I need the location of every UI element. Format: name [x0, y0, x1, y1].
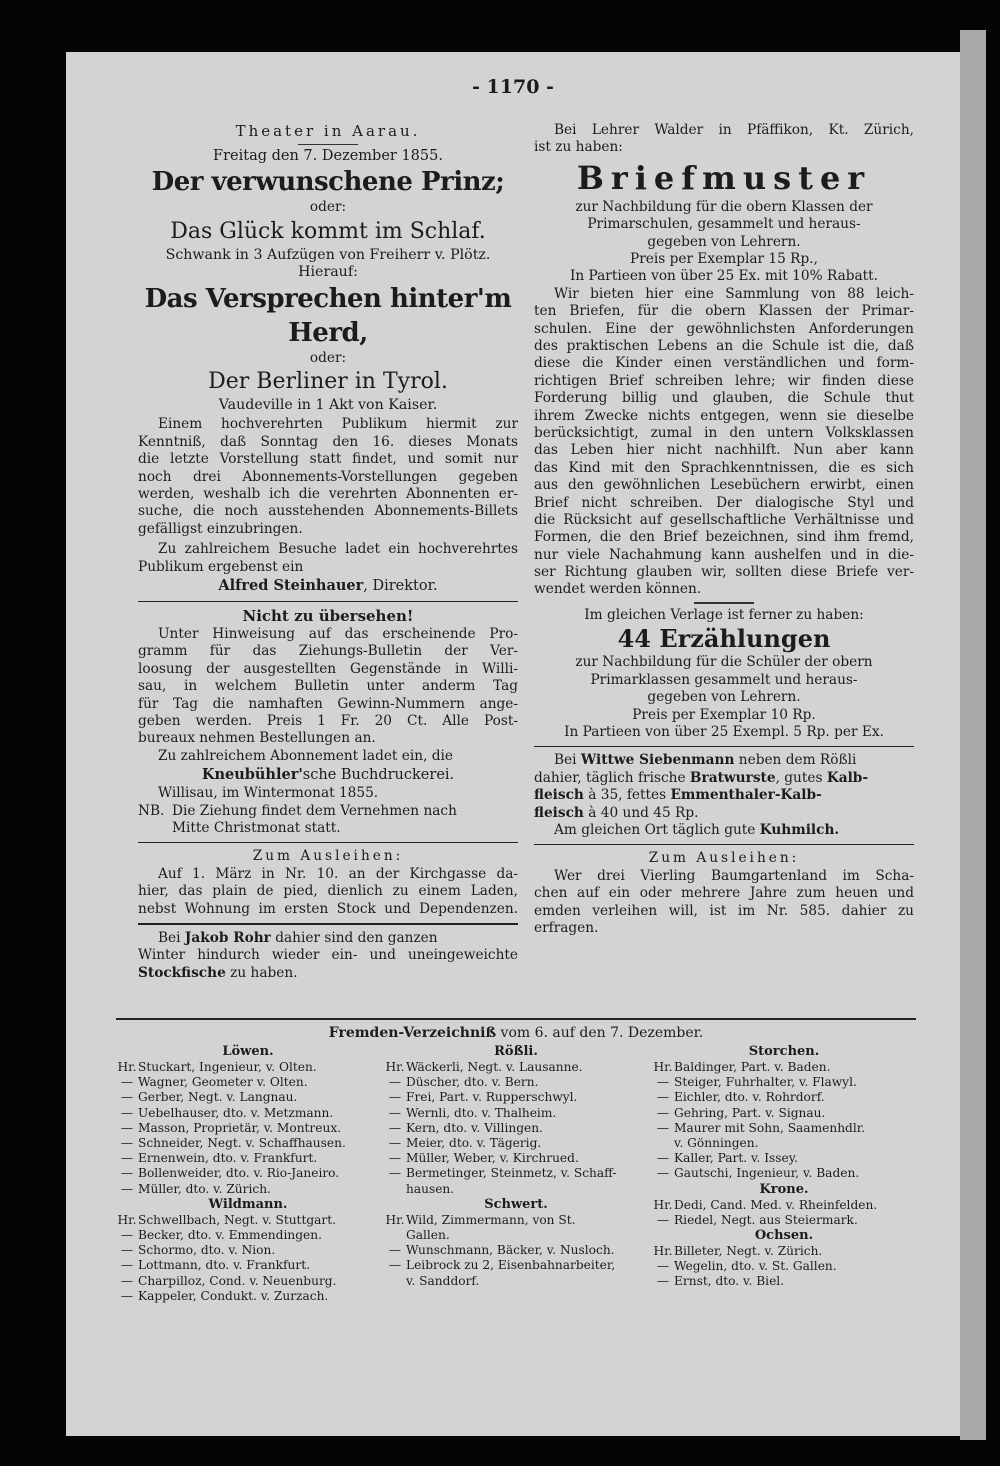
guest-entry: [384, 1060, 648, 1075]
play2-desc: Vaudeville in 1 Akt von Kaiser.: [218, 397, 438, 414]
guest-text: Gehring, Part. v. Signau.: [674, 1105, 826, 1120]
brief-line: schulen. Eine der gewöhnlichsten Anforderungen: [534, 320, 914, 337]
hotel-name: Storchen.: [748, 1044, 820, 1059]
lease-line: Auf 1. März in Nr. 10. an der Kirchgasse da-: [158, 865, 518, 882]
right-column: [534, 122, 914, 937]
registry-column: [652, 1044, 916, 1304]
divider: [534, 844, 914, 845]
brief-intro: Bei Lehrer Walder in Pfäffikon, Kt. Zürich,: [554, 122, 914, 138]
notice-line: geben werden. Preis 1 Fr. 20 Ct. Alle Post-: [138, 712, 518, 729]
stories-intro: Im gleichen Verlage ist ferner zu haben:: [584, 606, 864, 623]
play1-subtitle: Das Glück kommt im Schlaf.: [170, 218, 486, 244]
brief-line: das Leben hier nicht nachhilft. Nun aber kann: [534, 442, 914, 459]
guest-entry: [384, 1151, 648, 1166]
guest-entry: [384, 1243, 648, 1258]
stories-desc: Primarklassen gesammelt und heraus-: [590, 671, 858, 688]
brief-bulk: In Partieen von über 25 Ex. mit 10% Rabatt.: [569, 268, 879, 285]
brief-intro: ist zu haben:: [534, 139, 623, 156]
fish-line-1: [138, 930, 518, 947]
guest-text: Schormo, dto. v. Nion.: [138, 1243, 276, 1258]
guest-entry: [116, 1258, 380, 1273]
guest-entry: [116, 1121, 380, 1136]
guest-text: Meier, dto. v. Tägerig.: [406, 1136, 542, 1151]
sausage-l3-mid: à 35, fettes: [588, 787, 667, 804]
registry-column: [116, 1044, 380, 1304]
guest-entry: [652, 1274, 916, 1289]
guest-entry: [116, 1274, 380, 1289]
guest-entry: [652, 1075, 916, 1090]
guest-entry: [384, 1136, 648, 1151]
divider: [534, 746, 914, 747]
play2-title: Das Versprechen hinter'm Herd,: [144, 283, 512, 348]
guest-text: Wegelin, dto. v. St. Gallen.: [674, 1259, 837, 1274]
hotel-name: Wildmann.: [208, 1196, 288, 1212]
lease-notice: [138, 848, 518, 918]
divider: [138, 842, 518, 843]
garden-heading: Zum Ausleihen:: [648, 850, 800, 867]
guest-text: Lottmann, dto. v. Frankfurt.: [138, 1258, 310, 1273]
sausage-item-4: Kuhmilch.: [759, 821, 840, 838]
sausage-bei: Bei: [554, 752, 577, 769]
guest-prefix: —: [388, 1120, 402, 1135]
guest-text: Uebelhauser, dto. v. Metzmann.: [138, 1105, 334, 1120]
divider: [138, 923, 518, 925]
guest-prefix: —: [388, 1136, 402, 1151]
guest-prefix: —: [120, 1090, 134, 1105]
guest-text: Maurer mit Sohn, Saamenhdlr.: [674, 1120, 866, 1135]
newspaper-page: [66, 52, 960, 1436]
printer-rest: sche Buchdruckerei.: [302, 767, 455, 784]
registry-title-rest: vom 6. auf den 7. Dezember.: [500, 1025, 704, 1041]
guest-prefix: Hr.: [385, 1060, 405, 1074]
play1-desc: Schwank in 3 Aufzügen von Freiherr v. Plötz.: [165, 246, 491, 263]
guest-text: Müller, dto. v. Zürich.: [138, 1181, 271, 1196]
guest-text: Stuckart, Ingenieur, v. Olten.: [138, 1060, 317, 1074]
brief-line: das Kind mit den Sprachkenntnissen, die es sich: [534, 459, 914, 476]
page-number: - 1170 -: [472, 76, 554, 98]
theater-heading: Theater in Aarau.: [235, 122, 421, 140]
brief-title: Briefmuster: [576, 158, 872, 197]
theater-date: Freitag den 7. Dezember 1855.: [213, 148, 443, 164]
guest-entry: [116, 1090, 380, 1105]
sausage-l1-rest: neben dem Rößli: [738, 752, 857, 769]
guest-text: Wild, Zimmermann, von St.: [406, 1212, 576, 1227]
brief-price: Preis per Exemplar 15 Rp.,: [630, 251, 818, 268]
brief-line: wendet werden können.: [534, 581, 702, 598]
guest-entry: [116, 1106, 380, 1121]
guest-entry: [116, 1060, 380, 1075]
hierauf: Hierauf:: [298, 264, 358, 281]
guest-text: Eichler, dto. v. Rohrdorf.: [674, 1090, 825, 1105]
guest-prefix: —: [120, 1136, 134, 1151]
guest-text: Düscher, dto. v. Bern.: [406, 1075, 539, 1090]
guest-prefix: Hr.: [653, 1244, 673, 1259]
guest-prefix: Hr.: [385, 1212, 405, 1227]
garden-line: emden verleihen will, ist im Nr. 585. dahier zu: [534, 902, 914, 919]
sausage-line-1: [534, 752, 914, 769]
registry-title-bold: Fremden-Verzeichniß: [328, 1025, 497, 1041]
fish-line-3: [138, 965, 518, 982]
stories-title: 44 Erzählungen: [617, 624, 831, 654]
body-line: gefälligst einzubringen.: [138, 520, 303, 537]
guest-text: Wagner, Geometer v. Olten.: [138, 1075, 308, 1090]
guest-text: Müller, Weber, v. Kirchrued.: [406, 1151, 579, 1166]
guest-prefix: —: [120, 1288, 134, 1303]
sausage-line-2: [534, 770, 914, 787]
divider: [298, 144, 358, 145]
divider: [138, 601, 518, 602]
divider: [694, 602, 754, 604]
briefmuster-ad: [534, 122, 914, 599]
body-line: suche, die noch ausstehenden Abonnements-Billets: [138, 503, 518, 520]
garden-line: chen auf ein oder mehrere Jahre zum heuen und: [534, 885, 914, 902]
garden-line: Wer drei Vierling Baumgartenland im Scha-: [554, 867, 914, 884]
guest-prefix: —: [656, 1090, 670, 1105]
fish-bei: Bei: [158, 929, 181, 946]
body-line: die letzte Vorstellung statt findet, und somit nur: [138, 451, 518, 468]
fish-item: Stockfische: [138, 964, 226, 981]
brief-line: Brief nicht schreiben. Der dialogische Styl und: [534, 494, 914, 511]
lease-heading: Zum Ausleihen:: [252, 848, 404, 865]
brief-desc: gegeben von Lehrern.: [647, 233, 801, 250]
fish-line-2: Winter hindurch wieder ein- und uneingeweichte: [138, 947, 518, 964]
guest-text: Masson, Proprietär, v. Montreux.: [138, 1120, 342, 1135]
guest-entry: [384, 1166, 648, 1181]
guest-prefix: [384, 1228, 406, 1243]
guest-entry: [652, 1213, 916, 1228]
nb-text: Die Ziehung findet dem Vernehmen nach: [172, 802, 457, 819]
guest-text: Wäckerli, Negt. v. Lausanne.: [406, 1060, 583, 1074]
brief-line: richtigen Brief schreiben lehre; wir finden diese: [534, 372, 914, 389]
notice-line: für Tag die namhaften Gewinn-Nummern ange-: [138, 695, 518, 712]
guest-entry: [384, 1121, 648, 1136]
guest-entry: [384, 1182, 648, 1197]
brief-line: berücksichtigt, zumal in den untern Volksklassen: [534, 424, 914, 441]
registry-column: [384, 1044, 648, 1304]
guest-text: Leibrock zu 2, Eisenbahnarbeiter,: [406, 1258, 616, 1273]
guest-prefix: —: [120, 1258, 134, 1273]
nb-line: Mitte Christmonat statt.: [172, 819, 341, 836]
hotel-name: Rößli.: [494, 1044, 538, 1059]
guest-text: Kappeler, Condukt. v. Zurzach.: [138, 1288, 329, 1303]
brief-line: ser Richtung glauben wir, sollten diese Briefe ver-: [534, 564, 914, 581]
guest-prefix: Hr.: [117, 1060, 137, 1074]
printer: [138, 765, 518, 785]
guest-text: Steiger, Fuhrhalter, v. Flawyl.: [674, 1075, 857, 1090]
hotel-name: Ochsen.: [754, 1228, 814, 1244]
guest-entry: [116, 1075, 380, 1090]
registry-title: [116, 1024, 916, 1042]
guest-entry: [384, 1274, 648, 1289]
bulletin-notice: [138, 607, 518, 837]
guest-entry: [652, 1166, 916, 1181]
guest-text: Baldinger, Part. v. Baden.: [674, 1060, 831, 1074]
theater-body: [138, 416, 518, 596]
guest-prefix: —: [388, 1243, 402, 1258]
brief-line: ten Briefen, für die obern Klassen der Primar-: [534, 303, 914, 320]
sausage-item-3: Emmenthaler-Kalb-: [670, 787, 822, 804]
theater-signature: [138, 576, 518, 596]
guest-entry: [116, 1182, 380, 1197]
guest-prefix: —: [120, 1166, 134, 1181]
printer-name: Kneubühler': [201, 766, 303, 784]
nb-line: [138, 803, 518, 820]
director-role: , Direktor.: [363, 577, 438, 594]
guest-prefix: —: [656, 1151, 670, 1166]
brief-desc: zur Nachbildung für die obern Klassen der: [575, 198, 873, 215]
lease-line: nebst Wohnung im ersten Stock und Dependenzen.: [138, 900, 518, 917]
notice-place: Willisau, im Wintermonat 1855.: [158, 785, 379, 802]
guest-entry: [384, 1258, 648, 1273]
guest-prefix: —: [388, 1075, 402, 1090]
hotel-name: Löwen.: [222, 1044, 274, 1059]
sausage-l5-pre: Am gleichen Ort täglich gute: [554, 821, 756, 838]
stories-price: Preis per Exemplar 10 Rp.: [632, 706, 816, 723]
guest-entry: [652, 1060, 916, 1075]
notice-line: loosung der ausgestellten Gegenstände in Willi-: [138, 660, 518, 677]
sausage-line-5: [534, 822, 914, 839]
brief-line: nur viele Nachahmung kann aushelfen und in die-: [534, 546, 914, 563]
guest-prefix: —: [120, 1120, 134, 1135]
notice-line: Unter Hinweisung auf das erscheinende Pro-: [158, 625, 518, 642]
adjacent-page-edge: [960, 30, 986, 1440]
guest-prefix: —: [388, 1105, 402, 1120]
guest-text: Charpilloz, Cond. v. Neuenburg.: [138, 1273, 337, 1288]
guest-prefix: —: [656, 1166, 670, 1181]
director-name: Alfred Steinhauer: [218, 576, 364, 594]
guest-text: Billeter, Negt. v. Zürich.: [674, 1244, 823, 1259]
guest-text: Dedi, Cand. Med. v. Rheinfelden.: [674, 1197, 878, 1212]
sausage-line-4: [534, 805, 914, 822]
sausage-item-3b: fleisch: [534, 804, 584, 821]
guest-entry: [116, 1136, 380, 1151]
fish-line1-rest: dahier sind den ganzen: [275, 929, 438, 946]
brief-desc: Primarschulen, gesammelt und heraus-: [587, 216, 861, 233]
notice-line: gramm für das Ziehungs-Bulletin der Ver-: [138, 643, 518, 660]
guest-text: Schneider, Negt. v. Schaffhausen.: [138, 1136, 346, 1151]
guest-prefix: —: [120, 1273, 134, 1288]
hotel-name: Krone.: [759, 1181, 809, 1197]
guest-prefix: Hr.: [117, 1212, 137, 1227]
guest-entry: [384, 1075, 648, 1090]
guest-text: Schwellbach, Negt. v. Stuttgart.: [138, 1212, 337, 1227]
play1-title: Der verwunschene Prinz;: [151, 167, 505, 198]
guest-text: Gerber, Negt. v. Langnau.: [138, 1090, 298, 1105]
guest-text: Ernst, dto. v. Biel.: [674, 1274, 785, 1289]
oder-2: oder:: [309, 349, 347, 366]
play2-subtitle: Der Berliner in Tyrol.: [208, 369, 448, 395]
hotel-name: Schwert.: [484, 1196, 548, 1212]
nb-label: NB.: [138, 802, 165, 819]
brief-line: des praktischen Lebens an die Schule ist die, daß: [534, 338, 914, 354]
stories-desc: zur Nachbildung für die Schüler der obern: [575, 654, 873, 671]
sausage-l2-mid: , gutes: [775, 769, 823, 786]
guest-text: Kaller, Part. v. Issey.: [674, 1151, 798, 1166]
guest-text: Frei, Part. v. Rupperschwyl.: [406, 1090, 578, 1105]
guest-entry: [116, 1228, 380, 1243]
guest-prefix: [652, 1136, 674, 1151]
guest-text: Wunschmann, Bäcker, v. Nusloch.: [406, 1243, 615, 1258]
registry-columns: [116, 1044, 916, 1304]
brief-line: Formen, die den Brief bezeichnen, sind ihm fremd,: [534, 529, 914, 546]
guest-entry: [116, 1243, 380, 1258]
guest-text: Gallen.: [406, 1228, 450, 1243]
guest-prefix: —: [656, 1274, 670, 1289]
fish-item-rest: zu haben.: [230, 964, 298, 981]
guest-text: Gautschi, Ingenieur, v. Baden.: [674, 1166, 860, 1181]
sausage-l2-pre: dahier, täglich frische: [534, 769, 686, 786]
guest-prefix: —: [388, 1151, 402, 1166]
brief-line: diese die Kinder einen verständlichen und form-: [534, 355, 914, 372]
guest-entry: [652, 1198, 916, 1213]
notice-heading: Nicht zu übersehen!: [242, 606, 414, 625]
guest-prefix: —: [388, 1258, 402, 1273]
brief-line: Forderung billig und glauben, die Schule thut: [534, 390, 914, 407]
guest-text: Kern, dto. v. Villingen.: [406, 1120, 543, 1135]
fish-vendor: Jakob Rohr: [184, 929, 271, 946]
body-line: Einem hochverehrten Publikum hiermit zur: [158, 416, 518, 433]
guest-prefix: —: [388, 1090, 402, 1105]
brief-line: ihrem Zwecke nichts entgegen, wenn sie dieselbe: [534, 407, 914, 424]
oder-1: oder:: [309, 199, 347, 216]
guest-prefix: Hr.: [653, 1060, 673, 1074]
guest-prefix: —: [120, 1075, 134, 1090]
guest-prefix: —: [120, 1181, 134, 1196]
guest-prefix: Hr.: [653, 1197, 673, 1212]
invite-line: Zu zahlreichem Besuche ladet ein hochverehrtes: [158, 541, 518, 558]
stories-bulk: In Partieen von über 25 Exempl. 5 Rp. per Ex.: [564, 723, 884, 740]
guest-entry: [652, 1244, 916, 1259]
guest-entry: [652, 1136, 916, 1151]
invite-line: Publikum ergebenst ein: [138, 558, 304, 575]
sausage-line-3: [534, 787, 914, 804]
guest-prefix: —: [388, 1166, 402, 1181]
theater-ad: [138, 122, 518, 596]
body-line: werden, weshalb ich die verehrten Abonnenten er-: [138, 486, 518, 502]
notice-abo: Zu zahlreichem Abonnement ladet ein, die: [158, 747, 454, 764]
guest-entry: [652, 1090, 916, 1105]
guest-prefix: —: [656, 1259, 670, 1274]
stories-desc: gegeben von Lehrern.: [647, 689, 801, 706]
body-line: Kenntniß, daß Sonntag den 16. dieses Monats: [138, 433, 518, 450]
guest-entry: [652, 1259, 916, 1274]
guest-text: hausen.: [406, 1181, 455, 1196]
guest-text: v. Sanddorf.: [406, 1273, 480, 1288]
stories-ad: [534, 607, 914, 741]
guest-entry: [652, 1151, 916, 1166]
guest-prefix: —: [120, 1151, 134, 1166]
guest-prefix: —: [656, 1075, 670, 1090]
guest-text: Ernenwein, dto. v. Frankfurt.: [138, 1151, 318, 1166]
lease-line: hier, das plain de pied, dienlich zu einem Laden,: [138, 883, 518, 900]
fish-ad: [138, 930, 518, 982]
guest-entry: [384, 1228, 648, 1243]
sausage-item-1: Bratwurste: [689, 769, 776, 786]
guest-prefix: —: [656, 1105, 670, 1120]
left-column: [138, 122, 518, 982]
guest-text: Becker, dto. v. Emmendingen.: [138, 1228, 322, 1243]
guest-text: Wernli, dto. v. Thalheim.: [406, 1105, 557, 1120]
sausage-l4-rest: à 40 und 45 Rp.: [588, 804, 699, 821]
guest-entry: [116, 1166, 380, 1181]
sausage-ad: [534, 752, 914, 839]
guest-prefix: [384, 1274, 406, 1289]
notice-line: bureaux nehmen Bestellungen an.: [138, 730, 376, 747]
guest-text: Bermetinger, Steinmetz, v. Schaff-: [406, 1166, 617, 1181]
guest-entry: [384, 1090, 648, 1105]
guest-prefix: —: [120, 1105, 134, 1120]
guest-prefix: —: [656, 1212, 670, 1227]
guest-entry: [116, 1151, 380, 1166]
brief-line: aus den gewöhnlichen Lesebüchern erwirbt, einen: [534, 477, 914, 494]
guest-entry: [652, 1121, 916, 1136]
guest-entry: [116, 1289, 380, 1304]
guest-prefix: —: [120, 1243, 134, 1258]
body-line: noch drei Abonnements-Vorstellungen gegeben: [138, 468, 518, 485]
guest-text: Bollenweider, dto. v. Rio-Janeiro.: [138, 1166, 340, 1181]
guest-registry: [116, 1018, 916, 1304]
guest-prefix: —: [656, 1120, 670, 1135]
guest-entry: [384, 1213, 648, 1228]
guest-text: Riedel, Negt. aus Steiermark.: [674, 1212, 858, 1227]
guest-prefix: —: [120, 1228, 134, 1243]
guest-text: v. Gönningen.: [674, 1136, 759, 1151]
sausage-item-2: Kalb-: [826, 769, 869, 786]
guest-entry: [116, 1213, 380, 1228]
guest-entry: [384, 1106, 648, 1121]
brief-line: Wir bieten hier eine Sammlung von 88 leich-: [554, 285, 914, 302]
divider: [116, 1018, 916, 1020]
sausage-vendor: Wittwe Siebenmann: [580, 752, 735, 769]
garden-line: erfragen.: [534, 919, 599, 936]
garden-lease: [534, 850, 914, 937]
sausage-item-2b: fleisch: [534, 787, 584, 804]
notice-line: sau, in welchem Bulletin unter anderm Tag: [138, 678, 518, 695]
guest-entry: [652, 1106, 916, 1121]
guest-prefix: [384, 1182, 406, 1197]
brief-line: die Rücksicht auf gesellschaftliche Verhältnisse und: [534, 511, 914, 528]
